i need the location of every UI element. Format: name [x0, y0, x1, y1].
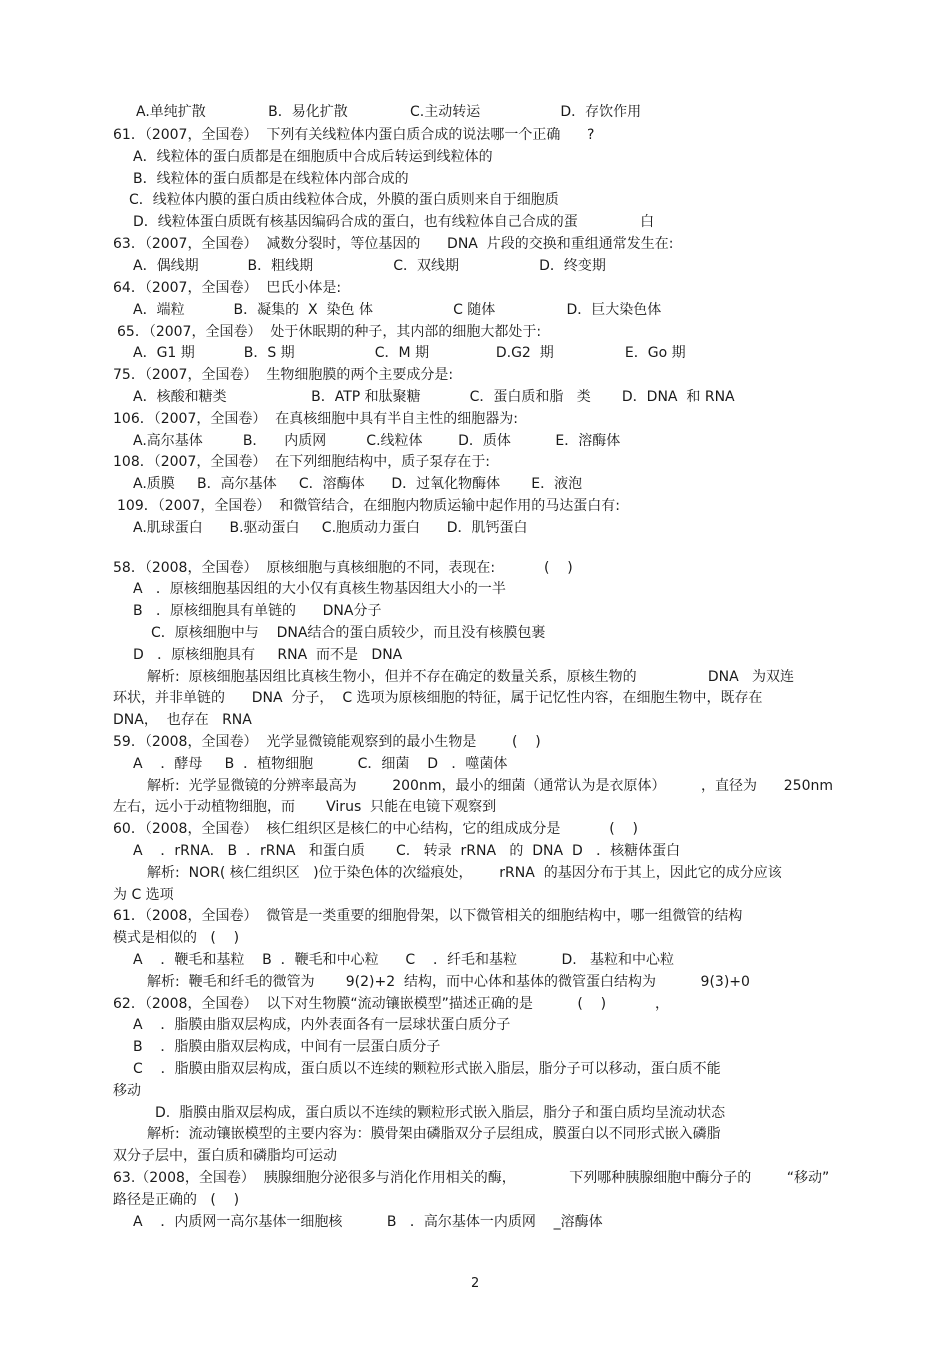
text-line: 解析: 鞭毛和纤毛的微管为 9(2)+2 结构，而中心体和基体的微管蛋白结构为 9(3)+0	[147, 974, 750, 990]
text-line: A．线粒体的蛋白质都是在细胞质中合成后转运到线粒体的	[133, 149, 493, 165]
text-line: 63.（2008，全国卷） 胰腺细胞分泌很多与消化作用相关的酶， 下列哪种胰腺细胞中酶分子的 “移动”	[113, 1170, 830, 1186]
text-line: 模式是相似的 ( )	[113, 930, 240, 946]
text-line: 61．（2007，全国卷） 下列有关线粒体内蛋白质合成的说法哪一个正确 ?	[113, 127, 595, 143]
text-line: 106．（2007，全国卷） 在真核细胞中具有半自主性的细胞器为:	[113, 411, 518, 427]
text-line: 108．（2007，全国卷） 在下列细胞结构中，质子泵存在于:	[113, 454, 490, 470]
text-line: 解析: 原核细胞基因组比真核生物小，但并不存在确定的数量关系，原核生物的 DNA 为双连	[147, 669, 794, 685]
text-line: B ．脂膜由脂双层构成，中间有一层蛋白质分子	[133, 1039, 441, 1055]
text-line: A．G1 期 B．S 期 C．M 期 D.G2 期 E．Go 期	[133, 345, 686, 361]
text-line: 61．（2008，全国卷） 微管是一类重要的细胞骨架，以下微管相关的细胞结构中，哪一组微管的结构	[113, 908, 743, 924]
text-line: 75．（2007，全国卷） 生物细胞膜的两个主要成分是:	[113, 367, 454, 383]
text-line: A ．鞭毛和基粒 B ．鞭毛和中心粒 C ．纤毛和基粒 D. 基粒和中心粒	[133, 952, 675, 968]
text-line: A ．原核细胞基因组的大小仅有真核生物基因组大小的一半	[133, 581, 506, 597]
text-line: 58．（2008，全国卷） 原核细胞与真核细胞的不同，表现在: ( )	[113, 560, 573, 576]
text-line: B．线粒体的蛋白质都是在线粒体内部合成的	[133, 171, 409, 187]
text-line: A ．内质网一高尔基体一细胞核 B ．高尔基体一内质网 _溶酶体	[133, 1214, 603, 1230]
text-line: 解析: NOR( 核仁组织区 )位于染色体的次缢痕处， rRNA 的基因分布于其上，因此它的成分应该	[147, 865, 782, 881]
text-line: A.单纯扩散 B．易化扩散 C.主动转运 D．存饮作用	[136, 104, 642, 120]
text-line: A.肌球蛋白 B.驱动蛋白 C.胞质动力蛋白 D．肌钙蛋白	[133, 520, 528, 536]
text-line: 环状，并非单链的 DNA 分子， C 选项为原核细胞的特征，属于记忆性内容，在细胞生物中，既存在	[113, 690, 763, 706]
text-line: A.高尔基体 B． 内质网 C.线粒体 D．质体 E．溶酶体	[133, 433, 621, 449]
text-line: 65．（2007，全国卷） 处于休眠期的种子，其内部的细胞大都处于:	[117, 324, 542, 340]
text-line: A ．rRNA. B ．rRNA 和蛋白质 C. 转录 rRNA 的 DNA D ．核糖体蛋白	[133, 843, 681, 859]
text-line: A ．脂膜由脂双层构成，内外表面各有一层球状蛋白质分子	[133, 1017, 511, 1033]
text-line: A.质膜 B．高尔基体 C．溶酶体 D．过氧化物酶体 E．液泡	[133, 476, 583, 492]
text-line: 59．（2008，全国卷） 光学显微镜能观察到的最小生物是 ( )	[113, 734, 541, 750]
text-line: 62．（2008，全国卷） 以下对生物膜“流动镶嵌模型”描述正确的是 ( ) ，	[113, 996, 670, 1012]
text-line: D. 脂膜由脂双层构成，蛋白质以不连续的颗粒形式嵌入脂层，脂分子和蛋白质均呈流动状态	[155, 1105, 726, 1121]
text-line: 109．（2007，全国卷） 和微管结合，在细胞内物质运输中起作用的马达蛋白有:	[117, 498, 620, 514]
text-line: 解析: 流动镶嵌模型的主要内容为：膜骨架由磷脂双分子层组成，膜蛋白以不同形式嵌入磷脂	[147, 1126, 721, 1142]
page-number: 2	[471, 1276, 480, 1291]
text-line: C．原核细胞中与 DNA结合的蛋白质较少，而且没有核膜包裹	[151, 625, 546, 641]
text-line: A．偶线期 B．粗线期 C．双线期 D．终变期	[133, 258, 606, 274]
text-line: 左右，远小于动植物细胞，而 Virus 只能在电镜下观察到	[113, 799, 497, 815]
text-line: 路径是正确的 ( )	[113, 1192, 240, 1208]
text-line: A．核酸和糖类 B．ATP 和肽聚糖 C．蛋白质和脂 类 D．DNA 和 RNA	[133, 389, 735, 405]
text-line: 60．（2008，全国卷） 核仁组织区是核仁的中心结构，它的组成成分是 ( )	[113, 821, 639, 837]
text-line: 64．（2007，全国卷） 巴氏小体是:	[113, 280, 342, 296]
text-line: C ．脂膜由脂双层构成，蛋白质以不连续的颗粒形式嵌入脂层，脂分子可以移动，蛋白质不能	[133, 1061, 721, 1077]
text-line: 双分子层中，蛋白质和磷脂均可运动	[113, 1148, 337, 1164]
text-line: 移动	[113, 1083, 141, 1099]
text-line: C．线粒体内膜的蛋白质由线粒体合成，外膜的蛋白质则来自于细胞质	[129, 192, 559, 208]
text-line: 63．（2007，全国卷） 减数分裂时，等位基因的 DNA 片段的交换和重组通常发生在:	[113, 236, 674, 252]
text-line: B ．原核细胞具有单链的 DNA分子	[133, 603, 382, 619]
text-line: DNA， 也存在 RNA	[113, 712, 252, 728]
text-line: A．端粒 B．凝集的 X 染色 体 C 随体 D．巨大染色体	[133, 302, 662, 318]
text-line: D ．原核细胞具有 RNA 而不是 DNA	[133, 647, 403, 663]
text-line: 为 C 选项	[113, 887, 174, 903]
text-line: 解析: 光学显微镜的分辨率最高为 200nm，最小的细菌（通常认为是衣原体） ，直径为 250nm	[147, 778, 833, 794]
text-line: D．线粒体蛋白质既有核基因编码合成的蛋白，也有线粒体自己合成的蛋 白	[133, 214, 655, 230]
text-line: A ．酵母 B ．植物细胞 C．细菌 D ．噬菌体	[133, 756, 508, 772]
